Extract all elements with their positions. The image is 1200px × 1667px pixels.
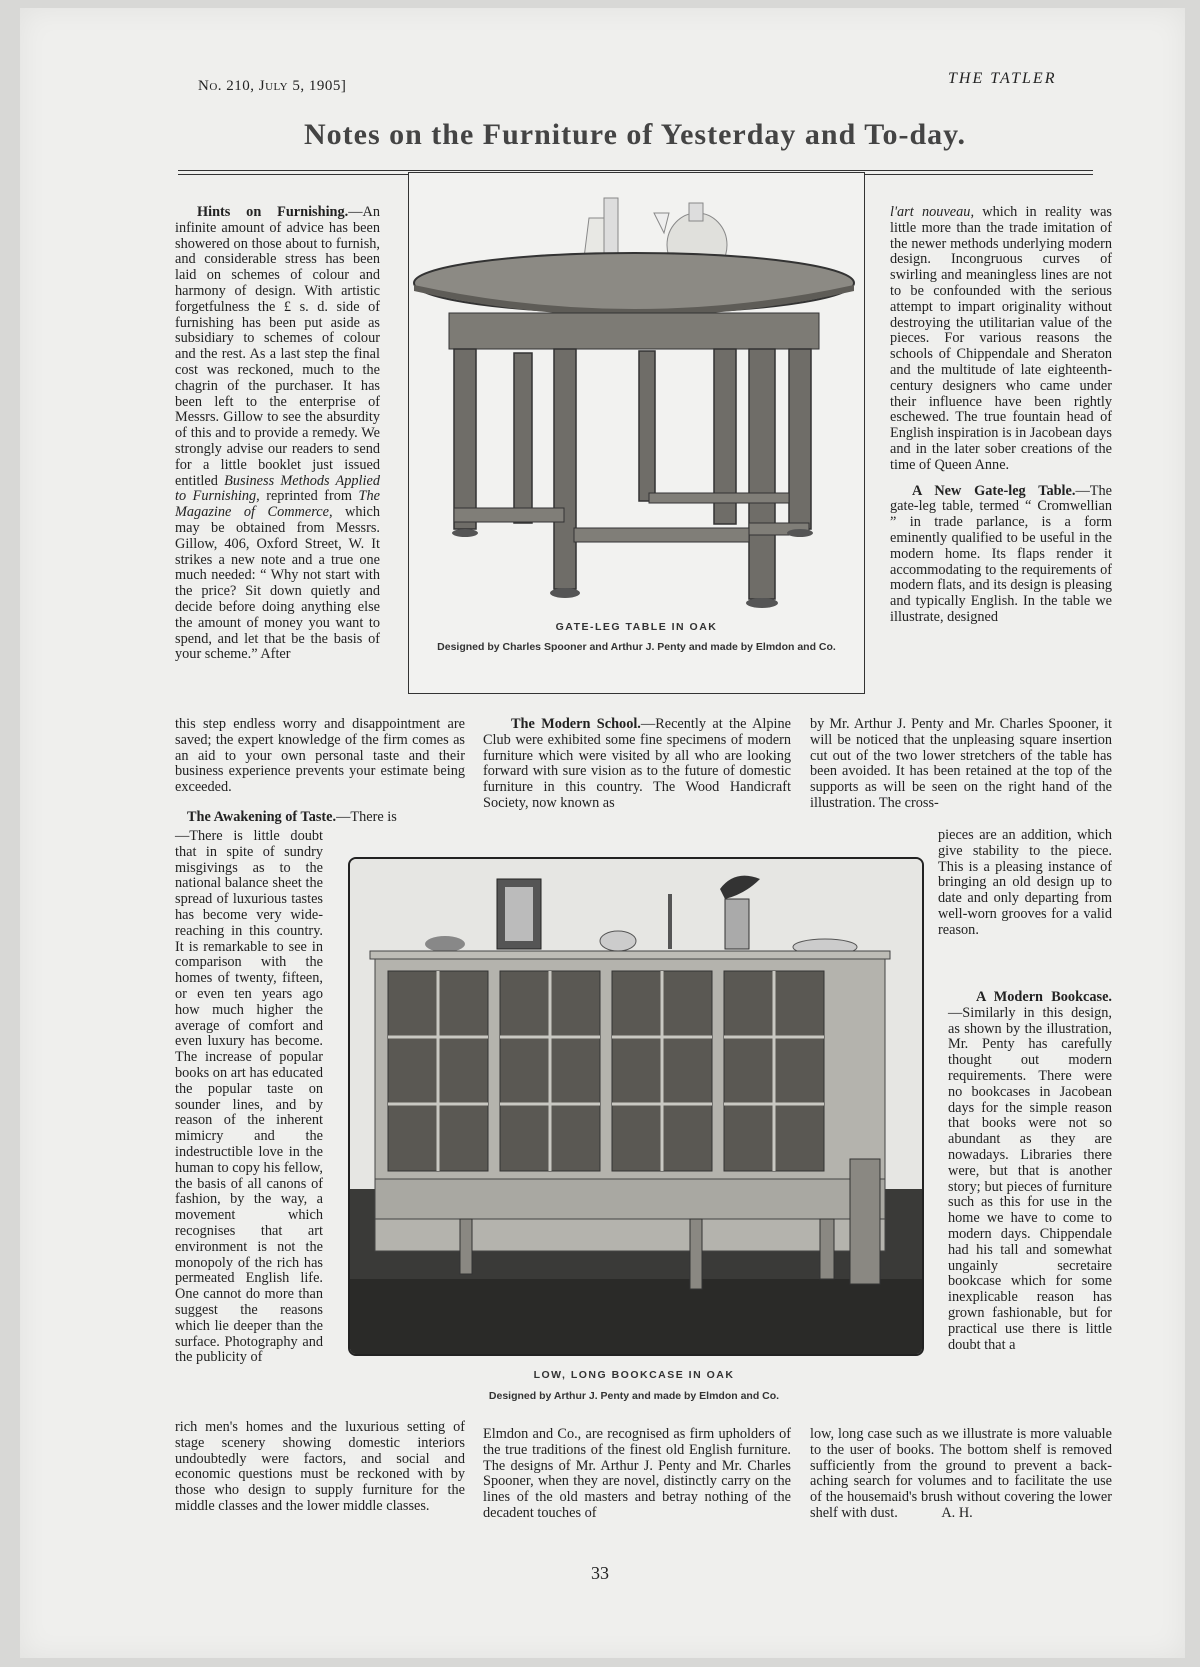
gate-leg-continuation: [810, 717, 1112, 812]
awakening-continuation-text: rich men's homes and the luxurious setting of stage scenery showing domestic interiors undoubtedly were factors, and social and economic questions must be reckoned with by those who design to supply furniture for the middle classes and the lower middle classes.: [175, 1419, 465, 1514]
bookcase-article: [948, 990, 1112, 1353]
bookcase-caption: LOW, LONG BOOKCASE IN OAK: [533, 1369, 735, 1381]
art-nouveau-text: which in reality was little more than the trade imitation of the newer methods underlying modern design. Incongruous curves of swirling and meaningless lines are not to be confounded with the serious attempt to impart originality without destroying the utilitarian value of the pieces. For various reasons the schools of Chippendale and Sheraton and the multitude of late eighteenth-century designers who came under their influence have been rightly eschewed. The true fountain head of English inspiration is in Jacobean days and in the later sober creations of the time of Queen Anne.: [890, 204, 1112, 473]
bookcase-credit: Designed by Arthur J. Penty and made by Elmdon and Co.: [488, 1390, 780, 1402]
modern-school-article: [483, 717, 791, 812]
bookcase-heading: A Modern Bookcase.: [976, 989, 1112, 1005]
magazine-name: THE TATLER: [948, 70, 1057, 87]
hints-text-2: reprinted from: [259, 488, 359, 505]
booklet-title: Business Methods Applied to Furnishing,: [175, 472, 380, 505]
art-nouveau-italic: l'art nouveau,: [890, 204, 975, 220]
hints-continuation: [175, 717, 465, 826]
title-rule: [178, 170, 1093, 171]
magazine-title: The Magazine of Commerce,: [175, 488, 380, 521]
bookcase-photo: [348, 857, 924, 1356]
page-title: Notes on the Furniture of Yesterday and To-day.: [303, 118, 967, 151]
hints-article: [175, 205, 380, 663]
awakening-article: [175, 829, 323, 1366]
table-credit: Designed by Charles Spooner and Arthur J. Penty and made by Elmdon and Co.: [437, 641, 836, 653]
gate-leg-continuation-2: [938, 828, 1112, 939]
gate-leg-continuation-2-text: pieces are an addition, which give stability to the piece. This is a pleasing instance of bringing an old design up to date and only departing from well-worn grooves for a valid reason.: [938, 827, 1112, 938]
page-number: 33: [591, 1563, 609, 1583]
table-caption: GATE-LEG TABLE IN OAK: [555, 621, 718, 633]
author-signature: A. H.: [941, 1504, 973, 1521]
hints-continuation-text: this step endless worry and disappointment are saved; the expert knowledge of the firm comes as an aid to your own personal taste and their business experience prevents your estimate being exceeded.: [175, 716, 465, 796]
modern-school-text: —Recently at the Alpine Club were exhibited some fine specimens of modern furniture which were visited by all who are looking forward with sure vision as to the future of domestic furniture in this country. The Wood Handicraft Society, now known as: [483, 716, 791, 811]
bookcase-continuation: [810, 1427, 1112, 1522]
bookcase-illustration: [350, 859, 922, 1354]
hints-text: —An infinite amount of advice has been showered on those about to furnish, and considerable stress has been laid on schemes of colour and harmony of design. With artistic forgetfulness the £ s. d. side of furnishing has been put aside as subsidiary to schemes of colour and the rest. As a last step the final cost was reckoned, much to the chagrin of the purchaser. It has been left to the enterprise of Messrs. Gillow to see the absurdity of this and to provide a remedy. We strongly advise our readers to send for a little booklet just issued entitled: [175, 204, 380, 489]
awakening-continuation: [175, 1420, 465, 1515]
hints-text-3: which may be obtained from Messrs. Gillow, 406, Oxford Street, W. It strikes a new note and a true one much needed: “ Why not start with the price? Sit down quietly and decide before doing anything else the amount of money you want to spend, and let that be the basis of your scheme.” After: [175, 504, 380, 663]
table-figure: [408, 172, 865, 694]
bookcase-continuation-text: low, long case such as we illustrate is more valuable to the user of books. The bottom shelf is removed sufficiently from the ground to prevent a back-aching search for volumes and to facilitate the use of the housemaid's brush without covering the lower shelf with dust.: [810, 1426, 1112, 1521]
awakening-text: —There is little doubt that in spite of sundry misgivings as to the national balance sheet the spread of luxurious tastes has become very wide-reaching in this country. It is remarkable to see in comparison with the homes of twenty, fifteen, or even ten years ago how much higher the average of comfort and even luxury has become. The increase of popular books on art has educated the popular taste on sounder lines, and by reason of the inherent mimicry and the indestructible love in the human to copy his fellow, the basis of all canons of fashion, by the way, a movement which recognises that art environment is not the monopoly of the rich has permeated English life. One cannot do more than suggest the reasons which lie deeper than the surface. Photography and the publicity of: [175, 828, 323, 1366]
gate-leg-heading: A New Gate-leg Table.: [912, 482, 1076, 499]
bookcase-text: —Similarly in this design, as shown by the illustration, Mr. Penty has carefully thought out modern requirements. There were no bookcases in Jacobean days for the simple reason that books were not so abundant as they are nowadays. Libraries there were, but that is another story; but pieces of furniture such as this for use in the home we have to come to modern days. Chippendale had his tall and somewhat ungainly secretaire bookcase which for some inexplicable reason has grown fashionable, but for practical use there is little doubt that a: [948, 1004, 1112, 1353]
gate-leg-table-illustration: [409, 173, 864, 613]
awakening-text-intro: —There is: [336, 808, 397, 825]
art-nouveau-article: [890, 205, 1112, 626]
modern-school-heading: The Modern School.: [511, 716, 641, 732]
hints-heading: Hints on Furnishing.: [197, 204, 349, 220]
gate-leg-continuation-text: by Mr. Arthur J. Penty and Mr. Charles Spooner, it will be noticed that the unpleasing square insertion cut out of the two lower stretchers of the table has been avoided. It has been retained at the top of the supports as will be seen on the right hand of the illustration. The cross-: [810, 716, 1112, 811]
awakening-heading: The Awakening of Taste.: [187, 808, 337, 825]
issue-line: No. 210, July 5, 1905]: [198, 78, 347, 94]
modern-school-continuation-text: Elmdon and Co., are recognised as firm upholders of the true traditions of the finest old English furniture. The designs of Mr. Arthur J. Penty and Mr. Charles Spooner, when they are novel, distinctly carry on the lines of the old masters and betray nothing of the decadent touches of: [483, 1426, 791, 1521]
gate-leg-text: —The gate-leg table, termed “ Cromwellian ” in trade parlance, is a form eminently qualified to be useful in the modern home. Its flaps render it accommodating to the requirements of modern flats, and its design is pleasing and typically English. In the table we illustrate, designed: [890, 482, 1112, 625]
modern-school-continuation: [483, 1427, 791, 1522]
